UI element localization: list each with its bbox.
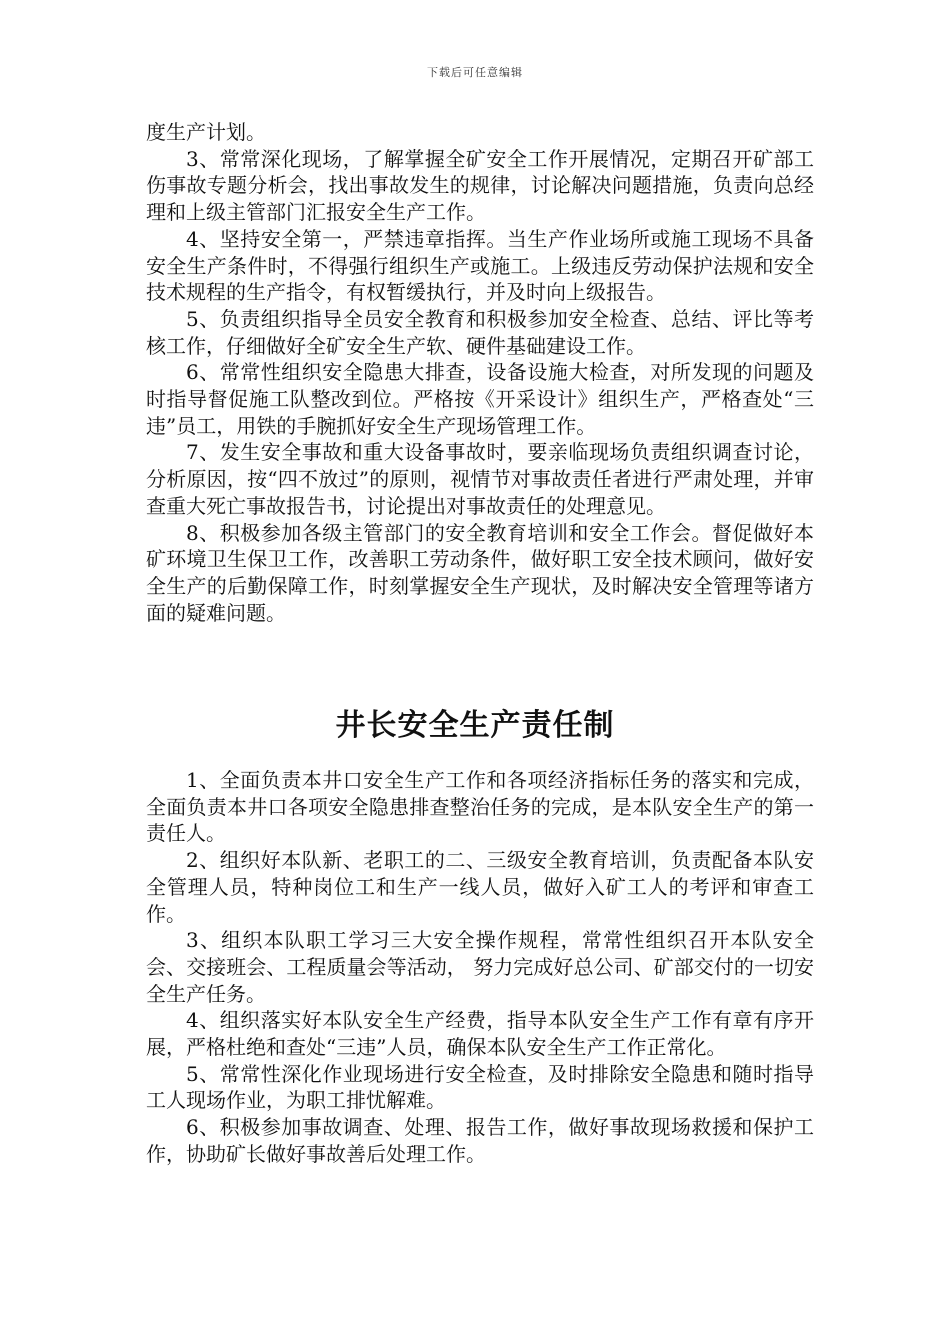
section1-item-6: 6、常常性组织安全隐患大排查，设备设施大检查，对所发现的问题及时指导督促施工队整改到位。严格按《开采设计》组织生产，严格查处“三违”员工，用铁的手腕抓好安全生产现场管理工作。 <box>146 360 814 438</box>
section1-continuation: 度生产计划。 <box>146 120 266 144</box>
page-header-note: 下载后可任意编辑 <box>427 66 523 79</box>
section1-item-4: 4、坚持安全第一，严禁违章指挥。当生产作业场所或施工现场不具备安全生产条件时，不得强行组织生产或施工。上级违反劳动保护法规和安全技术规程的生产指令，有权暂缓执行，并及时向上级报告。 <box>146 226 814 305</box>
section1-item-7: 7、发生安全事故和重大设备事故时，要亲临现场负责组织调查讨论，分析原因，按“四不放过”的原则，视情节对事故责任者进行严肃处理，并审查重大死亡事故报告书，讨论提出对事故责任的处理意见。 <box>146 440 814 518</box>
section1-item-8: 8、积极参加各级主管部门的安全教育培训和安全工作会。督促做好本矿环境卫生保卫工作，改善职工劳动条件，做好职工安全技术顾问，做好安全生产的后勤保障工作，时刻掌握安全生产现状，及时解决安全管理等诸方面的疑难问题。 <box>146 520 814 625</box>
section2-body <box>146 767 814 1168</box>
section2-item-4: 4、组织落实好本队安全生产经费，指导本队安全生产工作有章有序开展，严格杜绝和查处“三违”人员，确保本队安全生产工作正常化。 <box>146 1008 814 1060</box>
section2-item-3: 3、组织本队职工学习三大安全操作规程，常常性组织召开本队安全会、交接班会、工程质量会等活动， 努力完成好总公司、矿部交付的一切安全生产任务。 <box>146 928 814 1006</box>
section2-item-2: 2、组织好本队新、老职工的二、三级安全教育培训，负责配备本队安全管理人员，特种岗位工和生产一线人员，做好入矿工人的考评和审查工作。 <box>146 848 814 926</box>
section1-item-5: 5、负责组织指导全员安全教育和积极参加安全检查、总结、评比等考核工作，仔细做好全矿安全生产软、硬件基础建设工作。 <box>146 306 814 358</box>
section2-item-1: 1、全面负责本井口安全生产工作和各项经济指标任务的落实和完成，全面负责本井口各项安全隐患排查整治任务的完成，是本队安全生产的第一责任人。 <box>146 768 814 846</box>
section2-item-6: 6、积极参加事故调查、处理、报告工作，做好事故现场救援和保护工作，协助矿长做好事故善后处理工作。 <box>146 1115 814 1166</box>
section1-item-3: 3、常常深化现场，了解掌握全矿安全工作开展情况，定期召开矿部工伤事故专题分析会，找出事故发生的规律，讨论解决问题措施，负责向总经理和上级主管部门汇报安全生产工作。 <box>146 146 814 225</box>
section1-body <box>146 119 814 626</box>
section2-title: 井长安全生产责任制 <box>335 708 615 743</box>
section2-item-5: 5、常常性深化作业现场进行安全检查，及时排除安全隐患和随时指导工人现场作业，为职工排忧解难。 <box>146 1061 814 1113</box>
